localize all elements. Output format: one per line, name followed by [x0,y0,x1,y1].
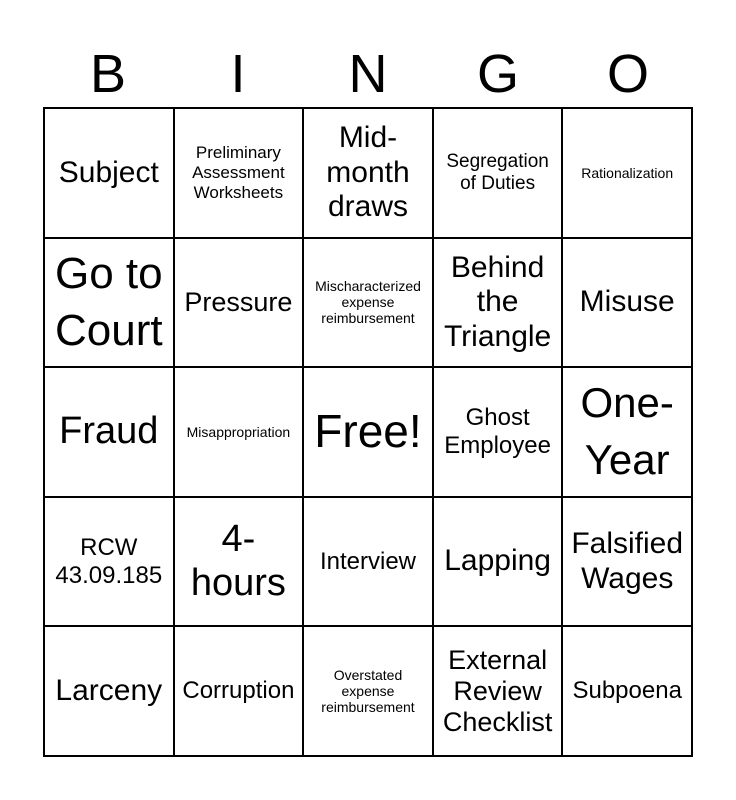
bingo-cell-r5c2: Corruption [174,626,304,756]
bingo-cell-r1c3: Mid-month draws [303,108,433,238]
bingo-cell-r1c5: Rationalization [562,108,692,238]
bingo-cell-r2c3: Mischaracterized expense reimbursement [303,238,433,368]
bingo-grid [43,107,693,757]
bingo-cell-r5c4: External Review Checklist [433,626,563,756]
bingo-cell-r2c4: Behind the Triangle [433,238,563,368]
bingo-cell-r4c3: Interview [303,497,433,627]
bingo-cell-r3c1: Fraud [44,367,174,497]
header-letter-o: O [606,44,649,104]
bingo-cell-r5c5: Subpoena [562,626,692,756]
bingo-header [43,40,693,108]
bingo-cell-r1c4: Segregation of Duties [433,108,563,238]
bingo-cell-r3c3-free: Free! [303,367,433,497]
bingo-cell-r4c1: RCW 43.09.185 [44,497,174,627]
bingo-cell-r1c2: Preliminary Assessment Worksheets [174,108,304,238]
bingo-cell-r5c1: Larceny [44,626,174,756]
header-letter-n: N [348,44,388,104]
bingo-cell-r3c2: Misappropriation [174,367,304,497]
bingo-cell-r1c1: Subject [44,108,174,238]
bingo-cell-r2c5: Misuse [562,238,692,368]
bingo-cell-r5c3: Overstated expense reimbursement [303,626,433,756]
header-letter-g: G [476,44,519,104]
bingo-cell-r4c2: 4-hours [174,497,304,627]
header-letter-i: I [230,44,246,104]
bingo-cell-r4c4: Lapping [433,497,563,627]
bingo-cell-r3c5: One-Year [562,367,692,497]
bingo-cell-r3c4: Ghost Employee [433,367,563,497]
bingo-cell-r4c5: Falsified Wages [562,497,692,627]
bingo-cell-r2c2: Pressure [174,238,304,368]
header-letter-b: B [89,44,127,104]
bingo-cell-r2c1: Go to Court [44,238,174,368]
